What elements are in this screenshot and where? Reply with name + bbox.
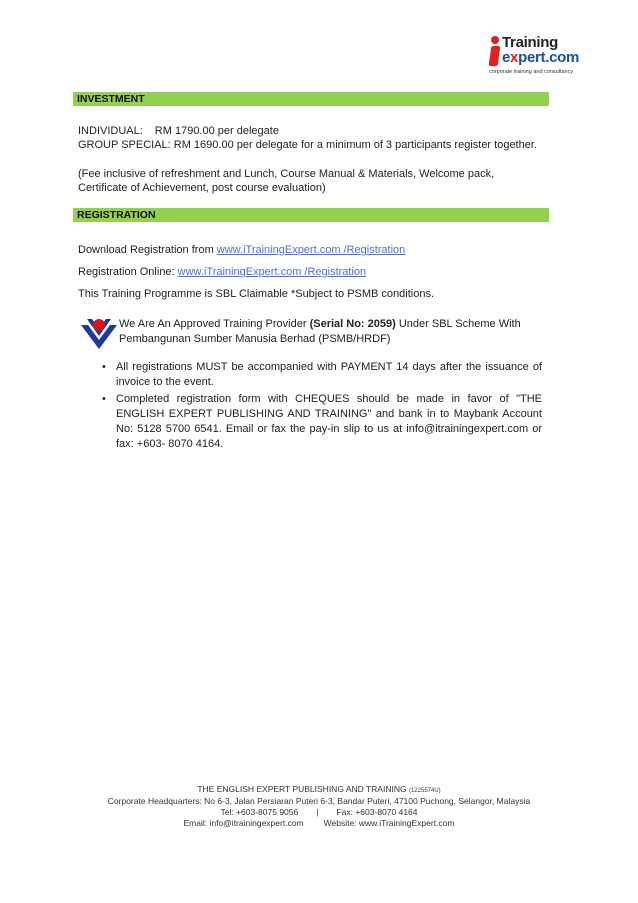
provider-line2: Pembangunan Sumber Manusia Berhad (PSMB/HRDF) bbox=[119, 333, 391, 345]
group-price: GROUP SPECIAL: RM 1690.00 per delegate for a minimum of 3 participants register together. bbox=[78, 139, 537, 151]
investment-heading-bar bbox=[73, 92, 549, 106]
registration-online-link[interactable]: www.iTrainingExpert.com /Registration bbox=[177, 266, 367, 278]
sbl-note: This Training Programme is SBL Claimable *Subject to PSMB conditions. bbox=[78, 288, 435, 300]
company-logo bbox=[489, 34, 607, 82]
registration-heading-bar bbox=[73, 208, 549, 222]
individual-price: INDIVIDUAL: RM 1790.00 per delegate bbox=[78, 125, 279, 137]
footer-address: Corporate Headquarters: No 6-3, Jalan Persiaran Puteri 6-3, Bandar Puteri, 47100 Puchong, Selangor, Malaysia bbox=[107, 796, 531, 806]
registration-heading: REGISTRATION bbox=[77, 209, 156, 221]
registration-bullet-list bbox=[102, 360, 542, 454]
logo-i-stem bbox=[489, 46, 501, 66]
fee-note-line1: (Fee inclusive of refreshment and Lunch, Course Manual & Materials, Welcome pack, bbox=[78, 168, 495, 180]
registration-online: Registration Online: www.iTrainingExpert.com /Registration bbox=[78, 266, 367, 278]
logo-line2: expert.com bbox=[502, 49, 580, 66]
investment-heading: INVESTMENT bbox=[77, 93, 145, 105]
fee-note-line2: Certificate of Achievement, post course evaluation) bbox=[78, 182, 326, 194]
list-item: • All registrations MUST be accompanied with PAYMENT 14 days after the issuance of invoice to the event. bbox=[102, 361, 542, 388]
logo-line1: Training bbox=[502, 34, 558, 51]
logo-i-dot bbox=[491, 36, 499, 44]
hrdf-logo-icon bbox=[80, 316, 118, 350]
logo-tagline: corporate training and consultancy bbox=[489, 69, 574, 75]
provider-serial: (Serial No: 2059) bbox=[309, 318, 396, 330]
approved-provider-text: We Are An Approved Training Provider (Serial No: 2059) Under SBL Scheme With Pembangunan Sumber Manusia Berhad (PSMB/HRDF) bbox=[119, 318, 521, 345]
download-registration-link[interactable]: www.iTrainingExpert.com /Registration bbox=[216, 244, 406, 256]
list-item: • Completed registration form with CHEQUES should be made in favor of "THE ENGLISH EXPERT PUBLISHING AND TRAINING" and bank in to Maybank Account No: 5128 5700 6541. Email or fax the pay-in slip to us at info@itrainingexpert.com or fax: +603- 8070 4164. bbox=[102, 393, 542, 450]
footer-company: THE ENGLISH EXPERT PUBLISHING AND TRAINING (1225574U) bbox=[197, 784, 441, 794]
footer-contact: Tel: +603-8075 9056 | Fax: +603-8070 4164 bbox=[220, 807, 418, 817]
footer-email-web: Email: info@itrainingexpert.com Website: www.iTrainingExpert.com bbox=[183, 818, 455, 828]
download-registration: Download Registration from www.iTrainingExpert.com /Registration bbox=[78, 244, 406, 256]
